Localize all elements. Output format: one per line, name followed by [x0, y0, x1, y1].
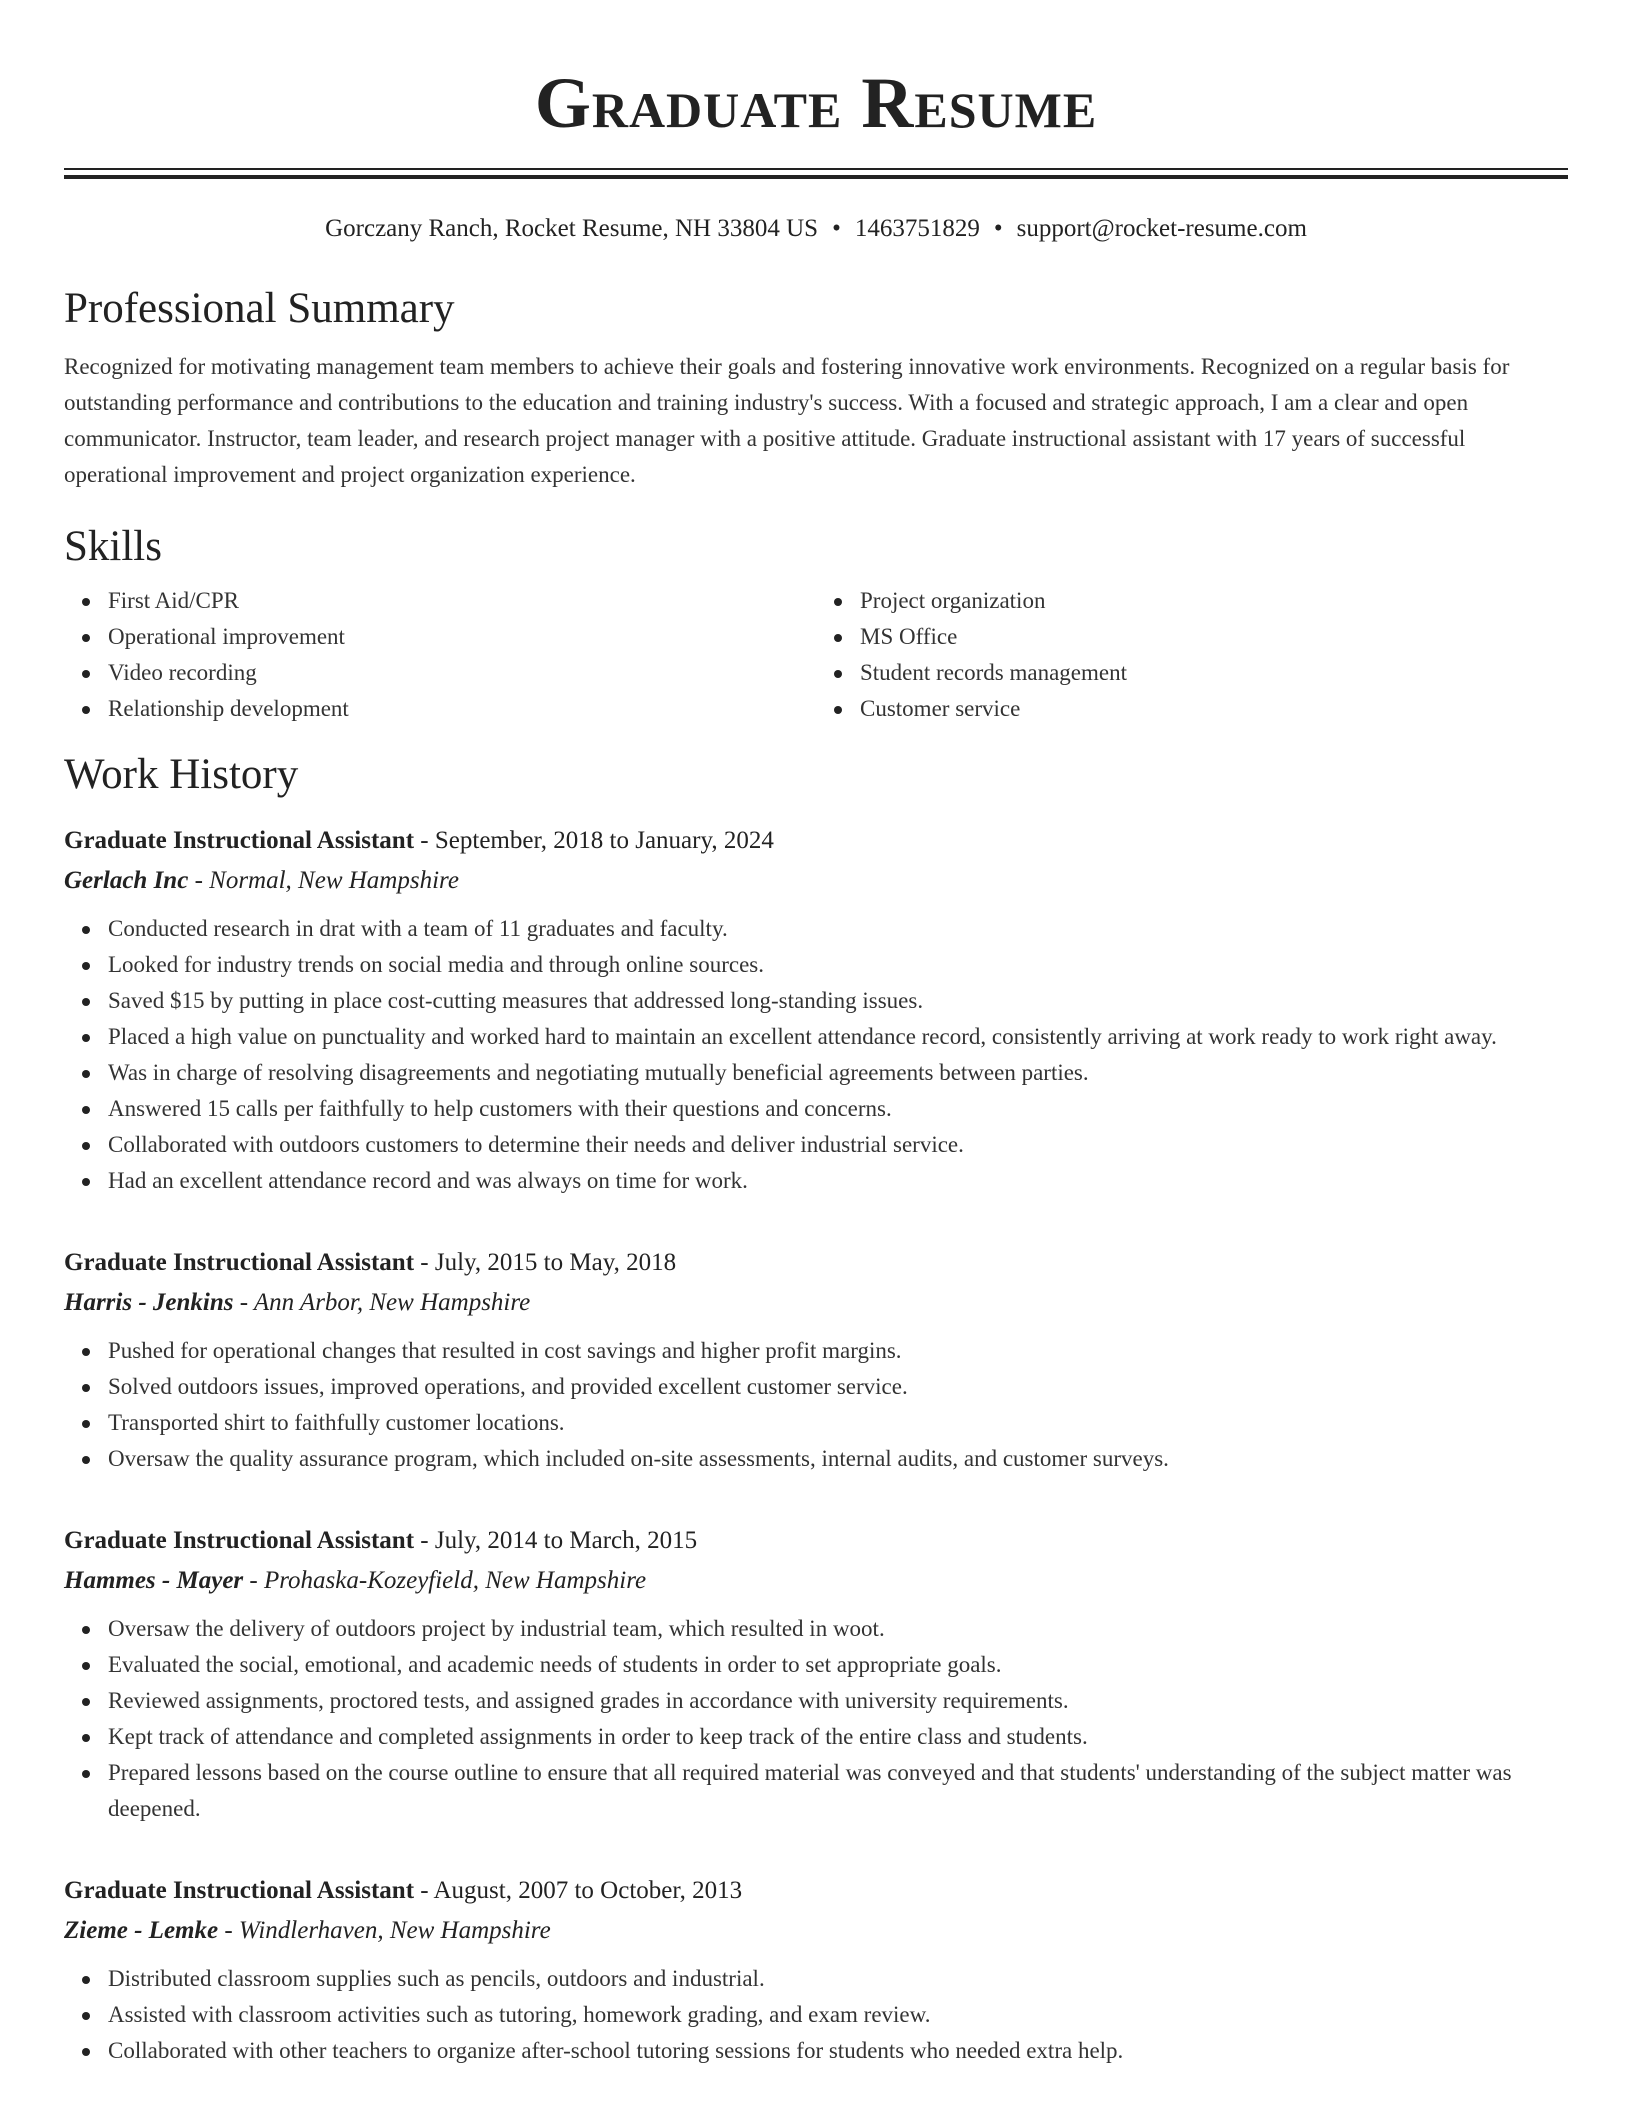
job-dates: - August, 2007 to October, 2013: [414, 1877, 743, 1904]
skill-item: First Aid/CPR: [108, 583, 816, 619]
company-location: - Windlerhaven, New Hampshire: [218, 1917, 551, 1944]
skill-item: Relationship development: [108, 691, 816, 727]
job-duty: Transported shirt to faithfully customer locations.: [108, 1405, 1568, 1441]
job-duty: Had an excellent attendance record and was always on time for work.: [108, 1163, 1568, 1199]
job-duty: Placed a high value on punctuality and worked hard to maintain an excellent attendance record, consistently arriving at work ready to work right away.: [108, 1019, 1568, 1055]
job-title: Graduate Instructional Assistant: [64, 1527, 415, 1554]
company-name: Gerlach Inc: [64, 867, 189, 894]
company-name: Harris - Jenkins: [64, 1289, 234, 1316]
job-duty: Saved $15 by putting in place cost-cutting measures that addressed long-standing issues.: [108, 983, 1568, 1019]
contact-line: [64, 213, 1568, 245]
job-title: Graduate Instructional Assistant: [64, 1249, 415, 1276]
skill-item: Student records management: [860, 655, 1568, 691]
job-duties-list: [64, 1611, 1568, 1827]
job-title-line: [64, 1871, 1568, 1911]
skill-item: Customer service: [860, 691, 1568, 727]
summary-text: Recognized for motivating management team members to achieve their goals and fostering innovative work environments. Recognized on a regular basis for outstanding performance and contributions to the education and training industry's success. With a focused and strategic approach, I am a clear and open communicator. Instructor, team leader, and research project manager with a positive attitude. Graduate instructional assistant with 17 years of successful operational improvement and project organization experience.: [64, 354, 1510, 487]
job-duty: Oversaw the quality assurance program, which included on-site assessments, internal audits, and customer surveys.: [108, 1441, 1568, 1477]
resume-title: Graduate Resume: [534, 63, 1098, 143]
job-duties-list: [64, 1333, 1568, 1477]
job-duty: Was in charge of resolving disagreements and negotiating mutually beneficial agreements between parties.: [108, 1055, 1568, 1091]
title-divider: [64, 168, 1568, 179]
company-name: Hammes - Mayer: [64, 1567, 244, 1594]
job-duty: Oversaw the delivery of outdoors project by industrial team, which resulted in woot.: [108, 1611, 1568, 1647]
job-duty: Conducted research in drat with a team of 11 graduates and faculty.: [108, 911, 1568, 947]
job-title-line: [64, 821, 1568, 861]
job-duty: Reviewed assignments, proctored tests, and assigned grades in accordance with university requirements.: [108, 1683, 1568, 1719]
job-dates: - July, 2015 to May, 2018: [414, 1249, 677, 1276]
skill-item: MS Office: [860, 619, 1568, 655]
job-duties-list: [64, 911, 1568, 1199]
job-duty: Pushed for operational changes that resulted in cost savings and higher profit margins.: [108, 1333, 1568, 1369]
skills-heading: Skills: [64, 523, 162, 570]
job-duty: Collaborated with other teachers to organize after-school tutoring sessions for students who needed extra help.: [108, 2033, 1568, 2069]
job-duty: Distributed classroom supplies such as pencils, outdoors and industrial.: [108, 1961, 1568, 1997]
resume-page: [64, 0, 1568, 2069]
company-name: Zieme - Lemke: [64, 1917, 219, 1944]
company-location: - Normal, New Hampshire: [188, 867, 459, 894]
skills-list: [64, 583, 1568, 727]
job-entry: [64, 1871, 1568, 2069]
company-location: - Prohaska-Kozeyfield, New Hampshire: [243, 1567, 647, 1594]
work-history-heading: Work History: [64, 751, 299, 798]
job-title-line: [64, 1243, 1568, 1283]
summary-heading: Professional Summary: [64, 285, 455, 332]
job-dates: - September, 2018 to January, 2024: [414, 827, 774, 854]
skill-item: Operational improvement: [108, 619, 816, 655]
bullet-separator: •: [993, 215, 1003, 242]
job-duty: Prepared lessons based on the course outline to ensure that all required material was conveyed and that students' understanding of the subject matter was deepened.: [108, 1755, 1568, 1827]
contact-address: Gorczany Ranch, Rocket Resume, NH 33804 US: [325, 215, 819, 242]
job-duties-list: [64, 1961, 1568, 2069]
job-entry: [64, 821, 1568, 1199]
job-dates: - July, 2014 to March, 2015: [414, 1527, 698, 1554]
company-location: - Ann Arbor, New Hampshire: [233, 1289, 531, 1316]
job-duty: Kept track of attendance and completed assignments in order to keep track of the entire class and students.: [108, 1719, 1568, 1755]
job-company-line: [64, 861, 1568, 901]
job-title: Graduate Instructional Assistant: [64, 1877, 415, 1904]
skills-column-right: [816, 583, 1568, 727]
contact-email: support@rocket-resume.com: [1016, 215, 1307, 242]
job-duty: Solved outdoors issues, improved operations, and provided excellent customer service.: [108, 1369, 1568, 1405]
job-company-line: [64, 1911, 1568, 1951]
job-duty: Assisted with classroom activities such as tutoring, homework grading, and exam review.: [108, 1997, 1568, 2033]
skill-item: Video recording: [108, 655, 816, 691]
job-company-line: [64, 1283, 1568, 1323]
job-title-line: [64, 1521, 1568, 1561]
job-company-line: [64, 1561, 1568, 1601]
job-entry: [64, 1243, 1568, 1477]
job-duty: Evaluated the social, emotional, and academic needs of students in order to set appropriate goals.: [108, 1647, 1568, 1683]
job-entry: [64, 1521, 1568, 1827]
job-duty: Looked for industry trends on social media and through online sources.: [108, 947, 1568, 983]
contact-phone: 1463751829: [854, 215, 980, 242]
skills-column-left: [64, 583, 816, 727]
skill-item: Project organization: [860, 583, 1568, 619]
bullet-separator: •: [832, 215, 841, 242]
job-title: Graduate Instructional Assistant: [64, 827, 415, 854]
job-duty: Answered 15 calls per faithfully to help customers with their questions and concerns.: [108, 1091, 1568, 1127]
job-duty: Collaborated with outdoors customers to determine their needs and deliver industrial service.: [108, 1127, 1568, 1163]
